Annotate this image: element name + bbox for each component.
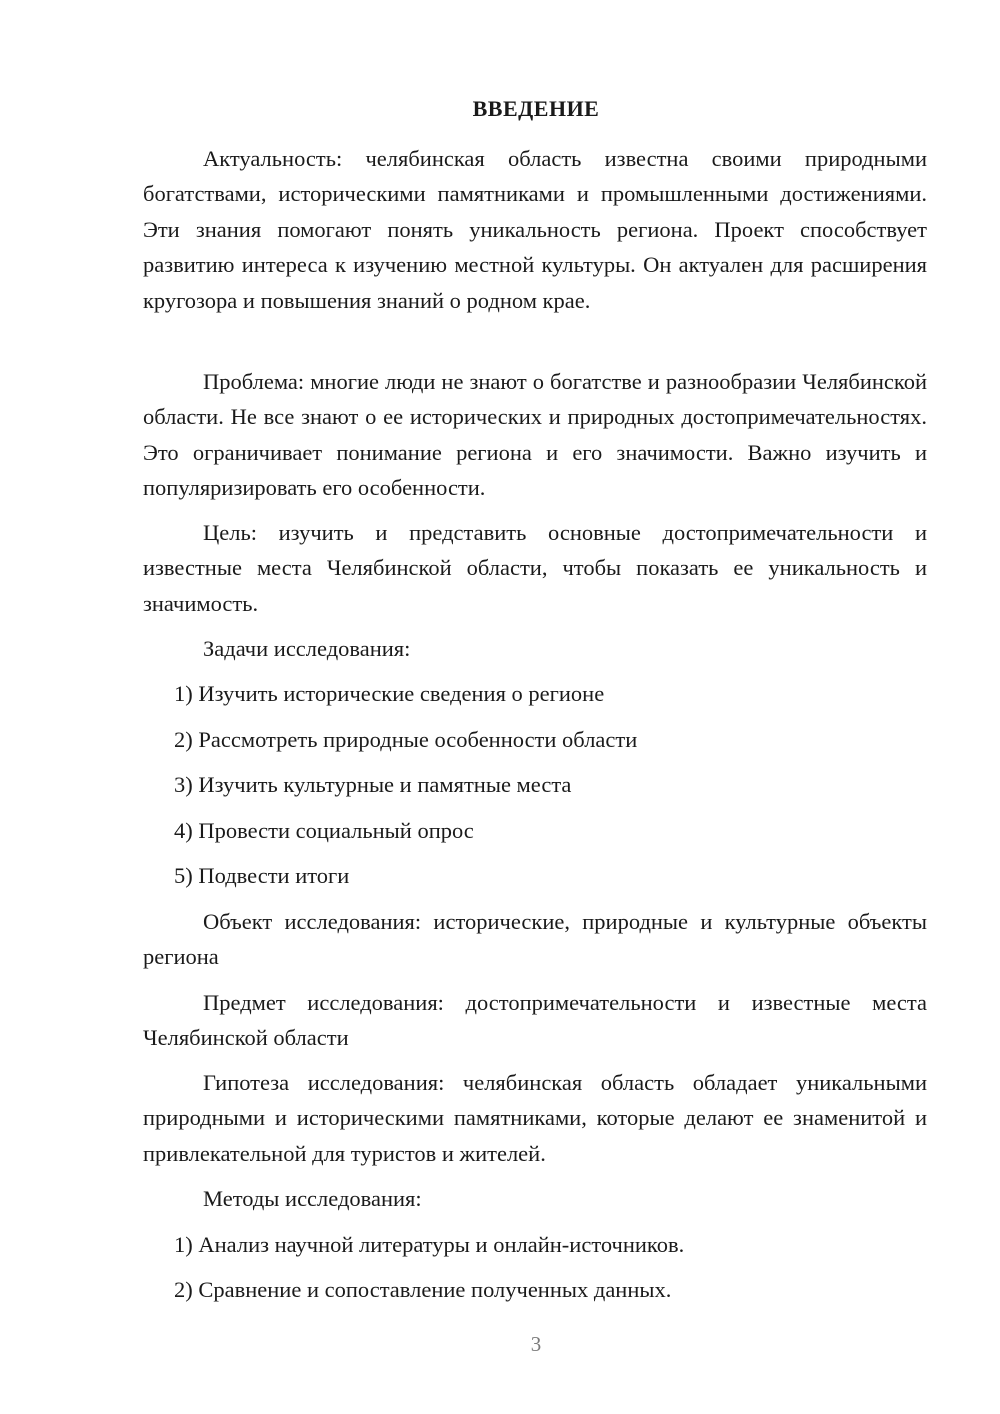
paragraph-relevance: Актуальность: челябинская область известна своими природными богатствами, историческими памятниками и промышленными достижениями. Эти знания помогают понять уникальность региона. Проект способствует развитию интереса к изучению местной культуры. Он актуален для расширения кругозора и повышения знаний о родном крае.	[143, 146, 927, 313]
paragraph-object: Объект исследования: исторические, природные и культурные объекты региона	[143, 909, 927, 970]
page-title: ВВЕДЕНИЕ	[472, 96, 600, 121]
methods-heading: Методы исследования:	[203, 1186, 422, 1211]
page-number: 3	[530, 1332, 542, 1356]
task-item: 1) Изучить исторические сведения о регионе	[174, 681, 605, 706]
method-item: 2) Сравнение и сопоставление полученных данных.	[174, 1277, 672, 1302]
paragraph-hypothesis: Гипотеза исследования: челябинская область обладает уникальными природными и историческими памятниками, которые делают ее знаменитой и привлекательной для туристов и жителей.	[143, 1070, 927, 1166]
task-item: 5) Подвести итоги	[174, 863, 350, 888]
task-item: 4) Провести социальный опрос	[174, 818, 474, 843]
paragraph-subject: Предмет исследования: достопримечательности и известные места Челябинской области	[143, 990, 927, 1051]
tasks-heading: Задачи исследования:	[203, 636, 411, 661]
task-item: 3) Изучить культурные и памятные места	[174, 772, 572, 797]
method-item: 1) Анализ научной литературы и онлайн-источников.	[174, 1232, 685, 1257]
task-item: 2) Рассмотреть природные особенности области	[174, 727, 638, 752]
paragraph-problem: Проблема: многие люди не знают о богатстве и разнообразии Челябинской области. Не все знают о ее исторических и природных достопримечательностях. Это ограничивает понимание региона и его значимости. Важно изучить и популяризировать его особенности.	[143, 369, 927, 501]
paragraph-goal: Цель: изучить и представить основные достопримечательности и известные места Челябинской области, чтобы показать ее уникальность и значимость.	[143, 520, 927, 616]
